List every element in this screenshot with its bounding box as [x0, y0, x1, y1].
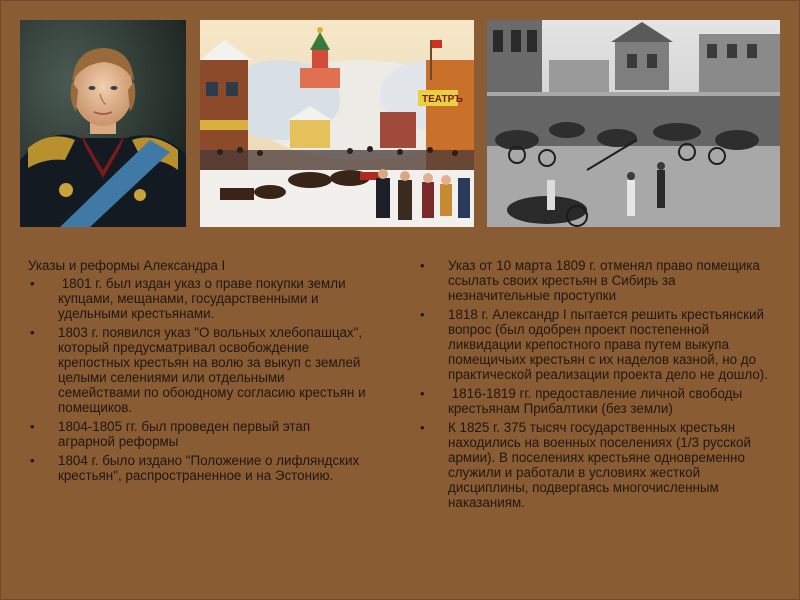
- portrait-image: [20, 20, 186, 227]
- list-item-text: 1801 г. был издан указ о праве покупки земли купцами, мещанами, государственными и удельными крестьянами.: [58, 276, 350, 321]
- bullet-icon: •: [30, 453, 35, 468]
- list-item-text: 1803 г. появился указ "О вольных хлебопашцах", который предусматривал освобождение крепостных крестьян на волю за выкуп с землей целыми селениями или отдельными семействами по обоюдному согласию крестьян и помещиков.: [58, 325, 370, 415]
- list-item: [28, 325, 368, 415]
- bullet-icon: •: [420, 420, 425, 435]
- list-item: [28, 276, 368, 321]
- left-bullet-list: [28, 276, 368, 483]
- list-item-text: 1816-1819 гг. предоставление личной свободы крестьянам Прибалтики (без земли): [448, 386, 746, 416]
- list-item-text: 1818 г. Александр I пытается решить крестьянский вопрос (был одобрен проект постепенной ликвидации крепостного права путем выкупа помещичьих крестьян с их наделов казной, но до практической реализации проекта дело не дошло).: [448, 307, 768, 382]
- theatre-sign-text: ТЕАТРЪ: [422, 94, 463, 105]
- left-text-column: [28, 258, 368, 487]
- list-item-text: К 1825 г. 375 тысяч государственных крестьян находились на военных поселениях (1/3 русской армии). В поселениях крестьяне одновременно служили и работали в условиях жесткой дисциплины, подвергаясь многочисленным наказаниям.: [448, 420, 755, 510]
- right-bullet-list: [418, 258, 776, 510]
- list-item: [418, 258, 776, 303]
- bullet-icon: •: [420, 258, 425, 273]
- right-text-column: [418, 258, 776, 514]
- list-item-text: Указ от 10 марта 1809 г. отменял право помещика ссылать своих крестьян в Сибирь за незначительные проступки: [448, 258, 764, 303]
- bullet-icon: •: [420, 307, 425, 322]
- list-item: [418, 420, 776, 510]
- winter-fair-painting: [200, 20, 474, 227]
- bullet-icon: •: [30, 276, 35, 291]
- market-photo: [487, 20, 780, 227]
- bullet-icon: •: [420, 386, 425, 401]
- list-item-text: 1804 г. было издано "Положение о лифляндских крестьян", распространенное и на Эстонию.: [58, 453, 363, 483]
- list-item: [418, 307, 776, 382]
- section-heading: Указы и реформы Александра I: [28, 258, 226, 273]
- list-item-text: 1804-1805 гг. был проведен первый этап аграрной реформы: [58, 419, 314, 449]
- list-item: [28, 453, 368, 483]
- bullet-icon: •: [30, 325, 35, 340]
- bullet-icon: •: [30, 419, 35, 434]
- list-item: [418, 386, 776, 416]
- list-item: [28, 419, 368, 449]
